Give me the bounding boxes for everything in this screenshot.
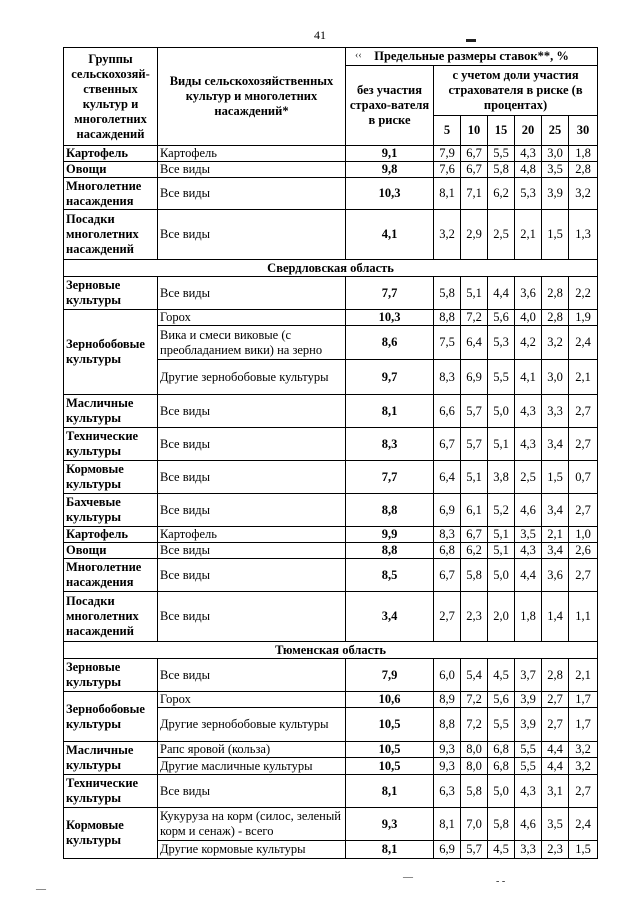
share-rate-cell: 5,1	[488, 543, 515, 559]
share-rate-cell: 3,4	[542, 428, 569, 461]
region-title: Тюменская область	[64, 642, 598, 659]
share-rate-cell: 2,7	[569, 395, 598, 428]
share-rate-cell: 4,5	[488, 841, 515, 859]
base-rate-cell: 8,8	[346, 543, 434, 559]
share-rate-cell: 3,0	[542, 146, 569, 162]
share-rate-cell: 8,9	[434, 692, 461, 708]
base-rate-cell: 9,3	[346, 808, 434, 841]
share-rate-cell: 4,0	[515, 310, 542, 326]
share-rate-cell: 6,9	[461, 360, 488, 395]
base-rate-cell: 9,9	[346, 527, 434, 543]
share-rate-cell: 1,8	[515, 592, 542, 642]
share-rate-cell: 8,3	[434, 360, 461, 395]
table-row	[64, 178, 598, 210]
share-rate-cell: 8,8	[434, 708, 461, 742]
share-rate-cell: 9,3	[434, 758, 461, 775]
share-rate-cell: 3,5	[515, 527, 542, 543]
share-rate-cell: 1,5	[542, 210, 569, 260]
share-rate-cell: 2,1	[569, 659, 598, 692]
share-rate-cell: 5,5	[515, 742, 542, 758]
share-rate-cell: 5,8	[461, 559, 488, 592]
share-rate-cell: 1,5	[569, 841, 598, 859]
share-rate-cell: 2,4	[569, 808, 598, 841]
share-rate-cell: 8,8	[434, 310, 461, 326]
share-rate-cell: 5,8	[488, 808, 515, 841]
share-rate-cell: 5,0	[488, 775, 515, 808]
share-rate-cell: 6,9	[434, 841, 461, 859]
crop-kind-cell: Все виды	[158, 775, 346, 808]
page-number: 41	[314, 28, 326, 42]
share-rate-cell: 8,0	[461, 742, 488, 758]
base-rate-cell: 8,3	[346, 428, 434, 461]
crop-kind-cell: Все виды	[158, 559, 346, 592]
crop-kind-cell: Рапс яровой (кольза)	[158, 742, 346, 758]
base-rate-cell: 8,8	[346, 494, 434, 527]
share-rate-cell: 7,2	[461, 708, 488, 742]
base-rate-cell: 10,5	[346, 758, 434, 775]
share-rate-cell: 5,5	[488, 360, 515, 395]
share-rate-cell: 4,3	[515, 428, 542, 461]
header-share-5: 5	[434, 116, 461, 146]
share-rate-cell: 2,7	[569, 494, 598, 527]
share-rate-cell: 6,4	[461, 326, 488, 360]
share-rate-cell: 3,2	[569, 758, 598, 775]
base-rate-cell: 7,7	[346, 277, 434, 310]
share-rate-cell: 7,6	[434, 162, 461, 178]
scan-mark: —	[403, 872, 413, 883]
crop-kind-cell: Все виды	[158, 277, 346, 310]
share-rate-cell: 4,3	[515, 543, 542, 559]
share-rate-cell: 3,9	[515, 708, 542, 742]
share-rate-cell: 2,4	[569, 326, 598, 360]
share-rate-cell: 6,4	[434, 461, 461, 494]
share-rate-cell: 5,6	[488, 692, 515, 708]
share-rate-cell: 6,8	[488, 742, 515, 758]
table-row	[64, 494, 598, 527]
crop-kind-cell: Все виды	[158, 592, 346, 642]
share-rate-cell: 3,7	[515, 659, 542, 692]
base-rate-cell: 8,1	[346, 841, 434, 859]
crop-group-cell: Посадки многолетних насаждений	[64, 210, 158, 260]
share-rate-cell: 3,9	[542, 178, 569, 210]
share-rate-cell: 7,0	[461, 808, 488, 841]
header-group-column: Группы сельскохозяй-ственных культур и многолетних насаждений	[64, 48, 158, 146]
share-rate-cell: 5,0	[488, 395, 515, 428]
table-row	[64, 543, 598, 559]
share-rate-cell: 6,2	[488, 178, 515, 210]
share-rate-cell: 4,4	[515, 559, 542, 592]
table-row	[64, 210, 598, 260]
share-rate-cell: 4,3	[515, 775, 542, 808]
share-rate-cell: 7,1	[461, 178, 488, 210]
share-rate-cell: 1,7	[569, 692, 598, 708]
share-rate-cell: 6,8	[434, 543, 461, 559]
share-rate-cell: 5,2	[488, 494, 515, 527]
share-rate-cell: 5,7	[461, 841, 488, 859]
share-rate-cell: 5,1	[488, 428, 515, 461]
crop-group-cell: Многолетние насаждения	[64, 559, 158, 592]
share-rate-cell: 6,1	[461, 494, 488, 527]
share-rate-cell: 6,7	[461, 162, 488, 178]
share-rate-cell: 2,7	[569, 559, 598, 592]
crop-group-cell: Зернобобовые культуры	[64, 692, 158, 742]
share-rate-cell: 3,1	[542, 775, 569, 808]
crop-kind-cell: Вика и смеси виковые (с преобладанием вики) на зерно	[158, 326, 346, 360]
share-rate-cell: 4,4	[542, 758, 569, 775]
share-rate-cell: 1,9	[569, 310, 598, 326]
crop-group-cell: Картофель	[64, 146, 158, 162]
share-rate-cell: 7,9	[434, 146, 461, 162]
base-rate-cell: 7,9	[346, 659, 434, 692]
crop-kind-cell: Горох	[158, 692, 346, 708]
share-rate-cell: 3,3	[542, 395, 569, 428]
region-row	[64, 642, 598, 659]
share-rate-cell: 1,0	[569, 527, 598, 543]
header-share-15: 15	[488, 116, 515, 146]
share-rate-cell: 4,8	[515, 162, 542, 178]
share-rate-cell: 5,0	[488, 559, 515, 592]
crop-kind-cell: Все виды	[158, 395, 346, 428]
crop-group-cell: Зерновые культуры	[64, 277, 158, 310]
table-row	[64, 742, 598, 758]
crop-kind-cell: Другие кормовые культуры	[158, 841, 346, 859]
share-rate-cell: 2,6	[569, 543, 598, 559]
share-rate-cell: 2,8	[569, 162, 598, 178]
base-rate-cell: 9,8	[346, 162, 434, 178]
share-rate-cell: 6,7	[434, 428, 461, 461]
crop-group-cell: Овощи	[64, 543, 158, 559]
crop-kind-cell: Горох	[158, 310, 346, 326]
share-rate-cell: 3,2	[569, 178, 598, 210]
share-rate-cell: 3,4	[542, 494, 569, 527]
share-rate-cell: 2,1	[542, 527, 569, 543]
share-rate-cell: 2,5	[515, 461, 542, 494]
share-rate-cell: 5,7	[461, 395, 488, 428]
header-share-title: с учетом доли участия страхователя в риске (в процентах)	[434, 66, 598, 116]
crop-kind-cell: Все виды	[158, 162, 346, 178]
share-rate-cell: 2,8	[542, 659, 569, 692]
share-rate-cell: 3,3	[515, 841, 542, 859]
base-rate-cell: 10,5	[346, 742, 434, 758]
region-title: Свердловская область	[64, 260, 598, 277]
base-rate-cell: 4,1	[346, 210, 434, 260]
base-rate-cell: 8,1	[346, 775, 434, 808]
share-rate-cell: 6,7	[461, 146, 488, 162]
insurance-rates-table	[63, 47, 598, 859]
share-rate-cell: 2,0	[488, 592, 515, 642]
crop-group-cell: Кормовые культуры	[64, 808, 158, 859]
crop-group-cell: Кормовые культуры	[64, 461, 158, 494]
base-rate-cell: 10,3	[346, 178, 434, 210]
table-row	[64, 775, 598, 808]
header-share-30: 30	[569, 116, 598, 146]
share-rate-cell: 6,6	[434, 395, 461, 428]
crop-group-cell: Овощи	[64, 162, 158, 178]
crop-kind-cell: Все виды	[158, 494, 346, 527]
table-row	[64, 146, 598, 162]
share-rate-cell: 1,8	[569, 146, 598, 162]
crop-kind-cell: Все виды	[158, 178, 346, 210]
table-row	[64, 162, 598, 178]
crop-kind-cell: Другие зернобобовые культуры	[158, 708, 346, 742]
share-rate-cell: 8,1	[434, 178, 461, 210]
crop-kind-cell: Все виды	[158, 461, 346, 494]
share-rate-cell: 5,8	[488, 162, 515, 178]
table-row	[64, 277, 598, 310]
share-rate-cell: 1,1	[569, 592, 598, 642]
share-rate-cell: 1,4	[542, 592, 569, 642]
header-base-column: без участия страхо-вателя в риске	[346, 66, 434, 146]
share-rate-cell: 5,3	[515, 178, 542, 210]
table-row	[64, 592, 598, 642]
share-rate-cell: 6,3	[434, 775, 461, 808]
crop-kind-cell: Все виды	[158, 659, 346, 692]
share-rate-cell: 3,5	[542, 162, 569, 178]
table-row	[64, 559, 598, 592]
share-rate-cell: 4,5	[488, 659, 515, 692]
table-row	[64, 461, 598, 494]
share-rate-cell: 5,5	[515, 758, 542, 775]
share-rate-cell: 3,6	[515, 277, 542, 310]
table-row	[64, 428, 598, 461]
share-rate-cell: 5,1	[461, 461, 488, 494]
table-row	[64, 692, 598, 708]
table-row	[64, 659, 598, 692]
share-rate-cell: 2,3	[542, 841, 569, 859]
share-rate-cell: 0,7	[569, 461, 598, 494]
share-rate-cell: 2,2	[569, 277, 598, 310]
crop-kind-cell: Другие масличные культуры	[158, 758, 346, 775]
scan-mark: —	[36, 884, 46, 895]
share-rate-cell: 4,4	[542, 742, 569, 758]
share-rate-cell: 8,0	[461, 758, 488, 775]
share-rate-cell: 6,9	[434, 494, 461, 527]
header-kind-column: Виды сельскохозяйственных культур и многолетних насаждений*	[158, 48, 346, 146]
crop-kind-cell: Кукуруза на корм (силос, зеленый корм и сенаж) - всего	[158, 808, 346, 841]
share-rate-cell: 2,7	[434, 592, 461, 642]
share-rate-cell: 3,2	[569, 742, 598, 758]
share-rate-cell: 1,5	[542, 461, 569, 494]
table-row	[64, 395, 598, 428]
share-rate-cell: 5,8	[434, 277, 461, 310]
share-rate-cell: 7,2	[461, 692, 488, 708]
crop-group-cell: Технические культуры	[64, 775, 158, 808]
share-rate-cell: 4,6	[515, 494, 542, 527]
share-rate-cell: 4,2	[515, 326, 542, 360]
share-rate-cell: 5,1	[488, 527, 515, 543]
share-rate-cell: 2,8	[542, 310, 569, 326]
base-rate-cell: 3,4	[346, 592, 434, 642]
share-rate-cell: 6,8	[488, 758, 515, 775]
share-rate-cell: 5,3	[488, 326, 515, 360]
table-row	[64, 527, 598, 543]
share-rate-cell: 7,5	[434, 326, 461, 360]
share-rate-cell: 2,7	[569, 775, 598, 808]
share-rate-cell: 5,4	[461, 659, 488, 692]
share-rate-cell: 4,1	[515, 360, 542, 395]
crop-group-cell: Масличные культуры	[64, 742, 158, 775]
share-rate-cell: 3,9	[515, 692, 542, 708]
region-row	[64, 260, 598, 277]
share-rate-cell: 8,1	[434, 808, 461, 841]
share-rate-cell: 2,9	[461, 210, 488, 260]
share-rate-cell: 3,2	[434, 210, 461, 260]
share-rate-cell: 3,6	[542, 559, 569, 592]
header-share-20: 20	[515, 116, 542, 146]
share-rate-cell: 6,7	[461, 527, 488, 543]
share-rate-cell: 7,2	[461, 310, 488, 326]
share-rate-cell: 5,8	[461, 775, 488, 808]
share-rate-cell: 6,7	[434, 559, 461, 592]
share-rate-cell: 9,3	[434, 742, 461, 758]
share-rate-cell: 6,2	[461, 543, 488, 559]
base-rate-cell: 10,3	[346, 310, 434, 326]
scan-mark: - -	[496, 876, 506, 887]
scan-mark: ‹‹	[355, 50, 362, 61]
crop-kind-cell: Картофель	[158, 527, 346, 543]
header-limit-title: Предельные размеры ставок**, %	[346, 48, 598, 66]
rates-table-body	[64, 146, 598, 859]
crop-kind-cell: Картофель	[158, 146, 346, 162]
share-rate-cell: 6,0	[434, 659, 461, 692]
crop-group-cell: Масличные культуры	[64, 395, 158, 428]
share-rate-cell: 1,3	[569, 210, 598, 260]
crop-group-cell: Посадки многолетних насаждений	[64, 592, 158, 642]
base-rate-cell: 10,5	[346, 708, 434, 742]
share-rate-cell: 4,3	[515, 146, 542, 162]
share-rate-cell: 2,7	[542, 692, 569, 708]
share-rate-cell: 3,8	[488, 461, 515, 494]
share-rate-cell: 1,7	[569, 708, 598, 742]
share-rate-cell: 4,3	[515, 395, 542, 428]
crop-group-cell: Зерновые культуры	[64, 659, 158, 692]
share-rate-cell: 3,5	[542, 808, 569, 841]
share-rate-cell: 2,8	[542, 277, 569, 310]
base-rate-cell: 8,1	[346, 395, 434, 428]
share-rate-cell: 4,4	[488, 277, 515, 310]
share-rate-cell: 2,3	[461, 592, 488, 642]
base-rate-cell: 9,7	[346, 360, 434, 395]
share-rate-cell: 5,1	[461, 277, 488, 310]
share-rate-cell: 5,5	[488, 146, 515, 162]
share-rate-cell: 3,0	[542, 360, 569, 395]
base-rate-cell: 9,1	[346, 146, 434, 162]
share-rate-cell: 5,7	[461, 428, 488, 461]
share-rate-cell: 2,7	[542, 708, 569, 742]
crop-kind-cell: Все виды	[158, 210, 346, 260]
table-row	[64, 310, 598, 326]
share-rate-cell: 3,2	[542, 326, 569, 360]
scan-mark: ▬	[466, 34, 476, 45]
header-share-25: 25	[542, 116, 569, 146]
share-rate-cell: 2,1	[569, 360, 598, 395]
share-rate-cell: 2,1	[515, 210, 542, 260]
crop-group-cell: Бахчевые культуры	[64, 494, 158, 527]
share-rate-cell: 2,7	[569, 428, 598, 461]
share-rate-cell: 4,6	[515, 808, 542, 841]
table-row	[64, 808, 598, 841]
crop-group-cell: Картофель	[64, 527, 158, 543]
crop-group-cell: Технические культуры	[64, 428, 158, 461]
crop-kind-cell: Другие зернобобовые культуры	[158, 360, 346, 395]
crop-kind-cell: Все виды	[158, 428, 346, 461]
share-rate-cell: 8,3	[434, 527, 461, 543]
share-rate-cell: 5,6	[488, 310, 515, 326]
base-rate-cell: 8,5	[346, 559, 434, 592]
crop-group-cell: Многолетние насаждения	[64, 178, 158, 210]
crop-kind-cell: Все виды	[158, 543, 346, 559]
header-share-10: 10	[461, 116, 488, 146]
crop-group-cell: Зернобобовые культуры	[64, 310, 158, 395]
base-rate-cell: 10,6	[346, 692, 434, 708]
base-rate-cell: 7,7	[346, 461, 434, 494]
share-rate-cell: 5,5	[488, 708, 515, 742]
share-rate-cell: 3,4	[542, 543, 569, 559]
share-rate-cell: 2,5	[488, 210, 515, 260]
base-rate-cell: 8,6	[346, 326, 434, 360]
